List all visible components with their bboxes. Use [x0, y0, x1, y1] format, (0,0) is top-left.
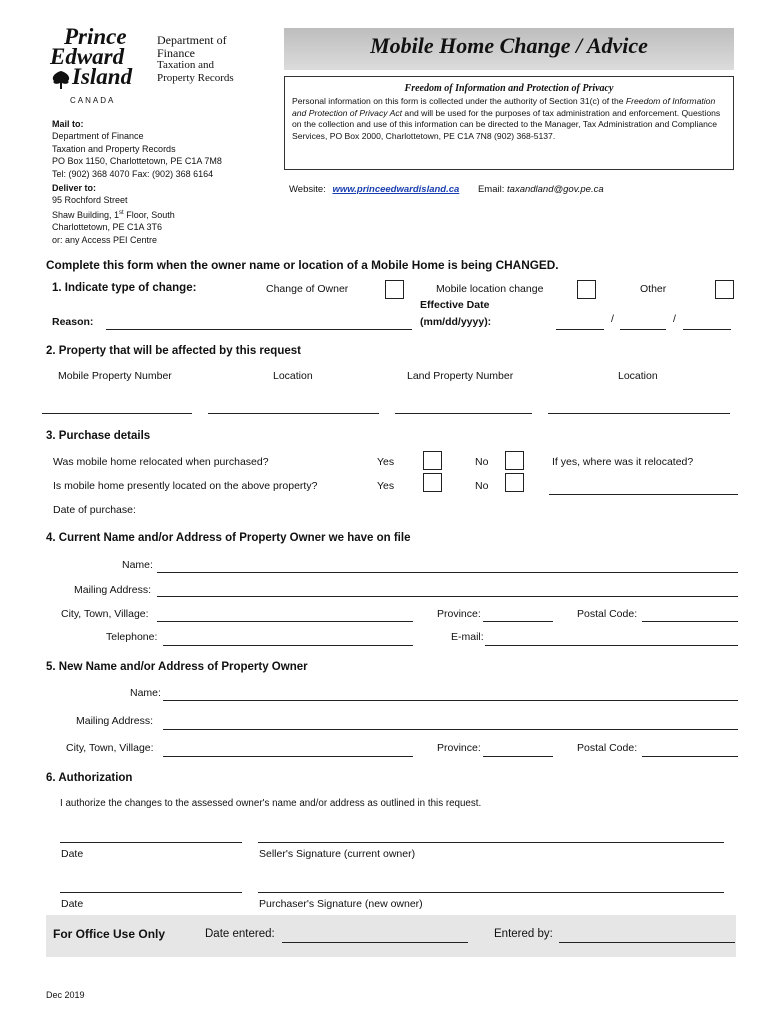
date-entered-field[interactable]	[282, 942, 468, 943]
s5-city-label: City, Town, Village:	[66, 742, 154, 754]
s2-title: 2. Property that will be affected by this request	[46, 345, 301, 357]
seller-date-label: Date	[61, 848, 84, 860]
s4-postal-label: Postal Code:	[577, 608, 638, 620]
purchaser-signature-label: Purchaser's Signature (new owner)	[259, 898, 423, 910]
s4-postal-field[interactable]	[642, 621, 738, 622]
opt-location-change-label: Mobile location change	[436, 283, 544, 295]
effective-year-field[interactable]	[683, 329, 731, 330]
deliver-line-3: Charlottetown, PE C1A 3T6	[52, 222, 163, 233]
s5-name-label: Name:	[130, 687, 161, 699]
opt-change-owner-label: Change of Owner	[266, 283, 349, 295]
purchase-date-label: Date of purchase:	[53, 504, 136, 516]
date-slash-2: /	[673, 313, 676, 325]
s5-postal-field[interactable]	[642, 756, 738, 757]
s4-email-label: E-mail:	[451, 631, 484, 643]
entered-by-label: Entered by:	[494, 928, 553, 940]
mail-line-3: PO Box 1150, Charlottetown, PE C1A 7M8	[52, 156, 222, 167]
purchaser-date-label: Date	[61, 898, 84, 910]
located-yes-checkbox[interactable]	[423, 473, 442, 492]
relocated-yes-label: Yes	[377, 456, 395, 468]
privacy-box	[284, 76, 734, 170]
mail-to-block	[52, 118, 222, 180]
tree-icon	[50, 70, 72, 90]
mobile-location-label: Location	[273, 370, 313, 382]
mail-line-2: Taxation and Property Records	[52, 143, 176, 154]
logo-line-island: Island	[72, 64, 133, 89]
located-question: Is mobile home presently located on the above property?	[53, 480, 318, 492]
intro-text: Complete this form when the owner name or location of a Mobile Home is being CHANGED.	[46, 258, 559, 272]
s4-city-label: City, Town, Village:	[61, 608, 149, 620]
reason-label: Reason:	[52, 316, 94, 328]
office-use-title: For Office Use Only	[53, 927, 166, 941]
dept-line-1: Department of	[157, 33, 227, 47]
s4-telephone-field[interactable]	[163, 645, 413, 646]
logo-line-prince: Prince	[64, 24, 127, 49]
website-label: Website:	[289, 184, 326, 195]
s4-email-field[interactable]	[485, 645, 738, 646]
deliver-line-2b: Floor, South	[123, 209, 175, 220]
mobile-location-field[interactable]	[208, 413, 379, 414]
relocated-yes-checkbox[interactable]	[423, 451, 442, 470]
pei-logo	[50, 26, 150, 106]
s5-name-field[interactable]	[163, 700, 738, 701]
s4-name-label: Name:	[122, 559, 153, 571]
mail-to-label: Mail to:	[52, 119, 84, 129]
date-slash-1: /	[611, 313, 614, 325]
entered-by-field[interactable]	[559, 942, 735, 943]
deliver-to-block	[52, 182, 175, 246]
privacy-text-1: Personal information on this form is collected under the authority of Section 31(c) of the	[292, 96, 624, 106]
s4-province-field[interactable]	[483, 621, 553, 622]
effective-date-label-2: (mm/dd/yyyy):	[420, 316, 492, 328]
deliver-line-2a: Shaw Building, 1	[52, 209, 120, 220]
seller-signature-field[interactable]	[258, 842, 724, 843]
purchaser-signature-field[interactable]	[258, 892, 724, 893]
s4-title: 4. Current Name and/or Address of Property Owner we have on file	[46, 532, 411, 544]
opt-other-label: Other	[640, 283, 667, 295]
contact-line	[289, 184, 604, 195]
privacy-text	[292, 96, 728, 142]
s5-city-field[interactable]	[163, 756, 413, 757]
relocated-question: Was mobile home relocated when purchased?	[53, 456, 269, 468]
mobile-property-number-label: Mobile Property Number	[58, 370, 172, 382]
relocated-no-checkbox[interactable]	[505, 451, 524, 470]
s3-title: 3. Purchase details	[46, 430, 151, 442]
footer-date: Dec 2019	[46, 990, 85, 1000]
location-change-checkbox[interactable]	[577, 280, 596, 299]
seller-signature-label: Seller's Signature (current owner)	[259, 848, 416, 860]
email-label: Email:	[477, 184, 505, 195]
privacy-heading: Freedom of Information and Protection of Privacy	[404, 83, 614, 94]
deliver-line-2	[52, 207, 175, 221]
department-block	[157, 34, 234, 84]
s4-province-label: Province:	[437, 608, 481, 620]
s4-telephone-label: Telephone:	[106, 631, 158, 643]
relocated-where-field[interactable]	[549, 494, 738, 495]
s4-mailing-label: Mailing Address:	[74, 584, 152, 596]
s4-city-field[interactable]	[157, 621, 413, 622]
dept-line-3: Taxation and	[157, 59, 214, 71]
s4-name-field[interactable]	[157, 572, 738, 573]
website-link[interactable]: www.princeedwardisland.ca	[332, 184, 460, 195]
land-location-label: Location	[618, 370, 658, 382]
dept-line-2: Finance	[157, 45, 195, 60]
relocated-no-label: No	[475, 456, 489, 468]
land-property-number-field[interactable]	[395, 413, 532, 414]
s5-province-field[interactable]	[483, 756, 553, 757]
change-owner-checkbox[interactable]	[385, 280, 404, 299]
deliver-line-4: or: any Access PEI Centre	[52, 234, 158, 245]
mobile-property-number-field[interactable]	[42, 413, 192, 414]
effective-month-field[interactable]	[556, 329, 604, 330]
email-address: taxandland@gov.pe.ca	[507, 184, 604, 195]
logo-country: CANADA	[70, 96, 116, 105]
located-no-checkbox[interactable]	[505, 473, 524, 492]
s5-title: 5. New Name and/or Address of Property Owner	[46, 661, 308, 673]
logo-line-edward: Edward	[50, 44, 125, 69]
authorization-text: I authorize the changes to the assessed owner's name and/or address as outlined in this request.	[60, 798, 482, 809]
purchaser-date-field[interactable]	[60, 892, 242, 893]
relocated-where-label: If yes, where was it relocated?	[552, 456, 694, 468]
s5-postal-label: Postal Code:	[577, 742, 638, 754]
land-property-number-label: Land Property Number	[407, 370, 514, 382]
deliver-to-label: Deliver to:	[52, 183, 97, 193]
privacy-act-name: Freedom of Information and Protection of Privacy Act	[292, 96, 716, 118]
s5-mailing-field[interactable]	[163, 729, 738, 730]
s5-mailing-label: Mailing Address:	[76, 715, 154, 727]
s6-title: 6. Authorization	[46, 772, 133, 784]
seller-date-field[interactable]	[60, 842, 242, 843]
s1-title: 1. Indicate type of change:	[52, 282, 197, 294]
deliver-line-1: 95 Rochford Street	[52, 195, 128, 206]
page-title: Mobile Home Change / Advice	[370, 33, 648, 58]
dept-line-4: Property Records	[157, 71, 234, 84]
effective-day-field[interactable]	[620, 329, 666, 330]
mail-line-1: Department of Finance	[52, 131, 144, 142]
deliver-line-2-sup: st	[119, 209, 124, 216]
located-yes-label: Yes	[377, 480, 395, 492]
s5-province-label: Province:	[437, 742, 481, 754]
located-no-label: No	[475, 480, 489, 492]
effective-date-label-1: Effective Date	[420, 299, 490, 311]
reason-field[interactable]	[106, 329, 412, 330]
mail-line-4: Tel: (902) 368 4070 Fax: (902) 368 6164	[52, 168, 214, 179]
privacy-text-2: and will be used for the purposes of tax administration and enforcement. Questions on the collection and use of this information can be directed to the Manager, Tax Administration and Compliance Services, PO Box 2000, Charlottetown, PE C1A 7N8 (902) 368-5137.	[292, 107, 721, 141]
land-location-field[interactable]	[548, 413, 730, 414]
date-entered-label: Date entered:	[205, 928, 275, 940]
other-checkbox[interactable]	[715, 280, 734, 299]
s4-mailing-field[interactable]	[157, 596, 738, 597]
